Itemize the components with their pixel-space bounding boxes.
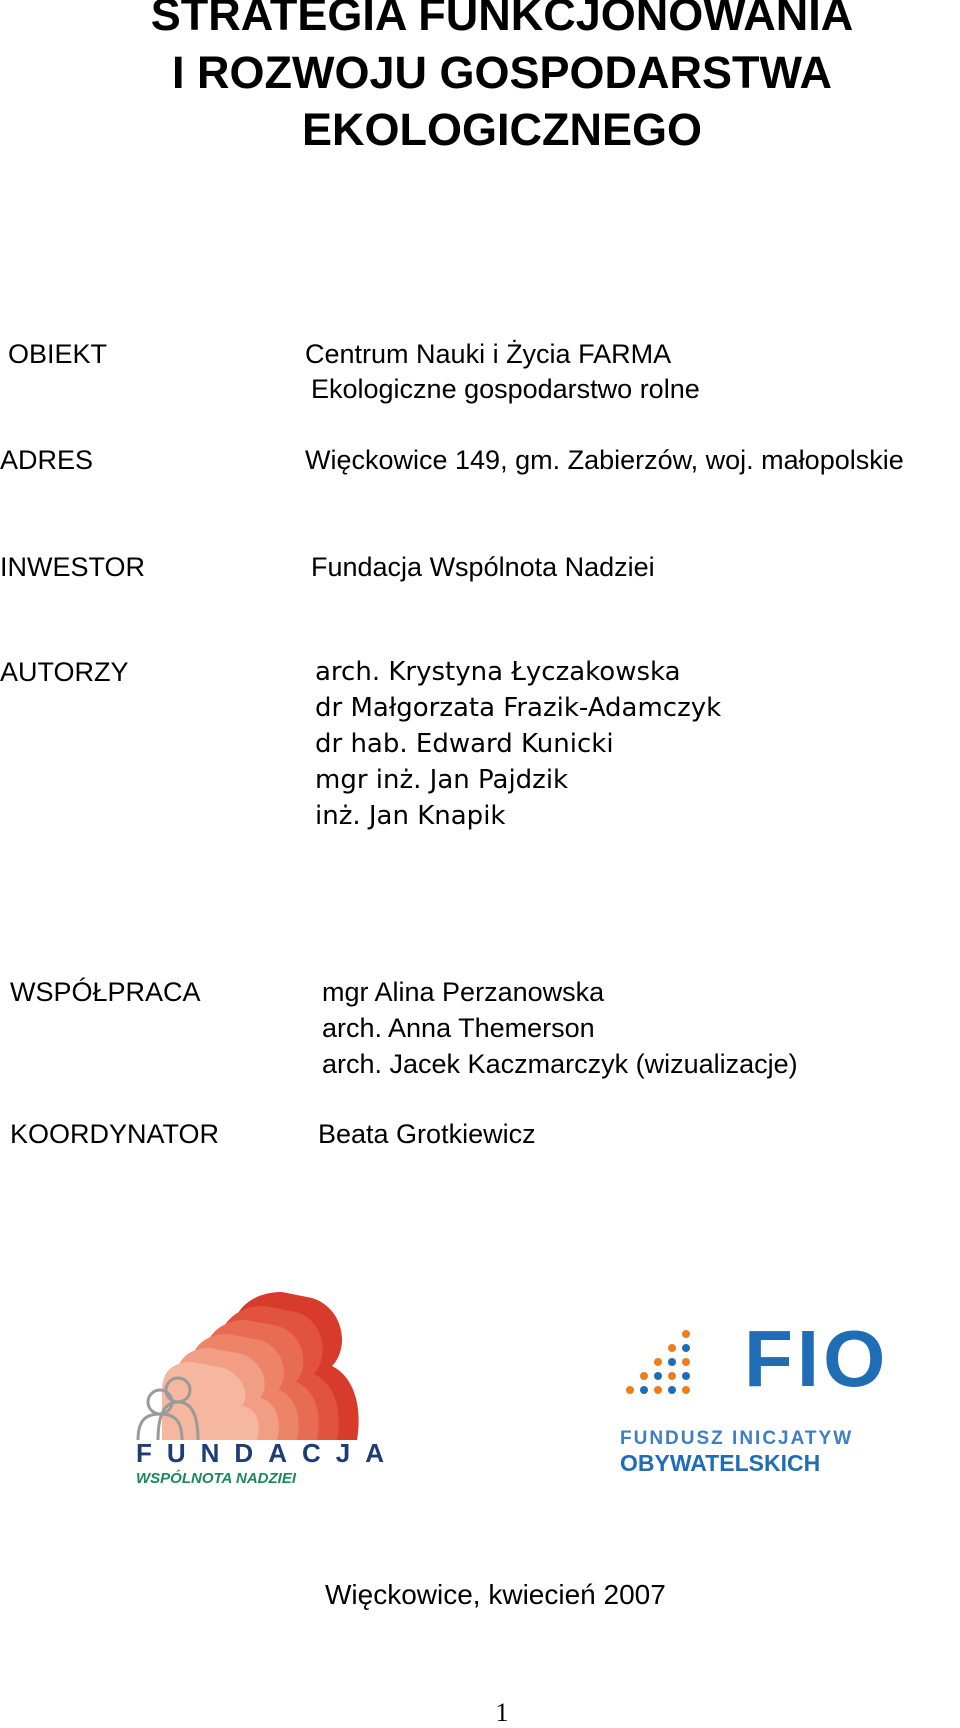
wspolpraca-line-2: arch. Anna Themerson [322,1013,595,1043]
koordynator-value: Beata Grotkiewicz [318,1119,536,1149]
place-date: Więckowice, kwiecień 2007 [325,1579,666,1610]
fio-dots-graphic [618,1328,718,1418]
fundacja-logo-line-1: FUNDACJA [136,1438,399,1468]
page-number: 1 [495,1698,509,1727]
title-line-1: STRATEGIA FUNKCJONOWANIA [150,0,854,40]
obiekt-label: OBIEKT [8,339,108,369]
autorzy-line-3: dr hab. Edward Kunicki [315,729,614,759]
autorzy-line-1: arch. Krystyna Łyczakowska [315,657,681,687]
koordynator-label: KOORDYNATOR [10,1119,220,1149]
autorzy-line-5: inż. Jan Knapik [315,801,506,831]
wspolpraca-line-1: mgr Alina Perzanowska [322,977,605,1007]
fio-logo [618,1314,918,1480]
autorzy-line-4: mgr inż. Jan Pajdzik [315,765,569,795]
obiekt-value-line-1: Centrum Nauki i Życia FARMA [305,339,672,369]
adres-label: ADRES [0,445,94,475]
fio-line-2: OBYWATELSKICH [620,1450,821,1476]
fundacja-logo [132,1290,399,1495]
adres-value: Więckowice 149, gm. Zabierzów, woj. małopolskie [305,445,904,475]
wspolpraca-line-3: arch. Jacek Kaczmarczyk (wizualizacje) [322,1049,798,1079]
obiekt-value-line-2: Ekologiczne gospodarstwo rolne [311,374,700,404]
fio-line-1: FUNDUSZ INICJATYW [620,1428,854,1449]
title-line-3: EKOLOGICZNEGO [301,104,702,155]
fio-acronym: FIO [744,1314,890,1403]
fundacja-logo-line-2: WSPÓLNOTA NADZIEI [136,1470,296,1487]
autorzy-label: AUTORZY [0,657,129,687]
wspolpraca-label: WSPÓŁPRACA [10,977,201,1007]
inwestor-label: INWESTOR [0,552,146,582]
autorzy-line-2: dr Małgorzata Frazik-Adamczyk [315,693,722,723]
title-line-2: I ROZWOJU GOSPODARSTWA [171,47,832,98]
inwestor-value: Fundacja Wspólnota Nadziei [311,552,655,582]
